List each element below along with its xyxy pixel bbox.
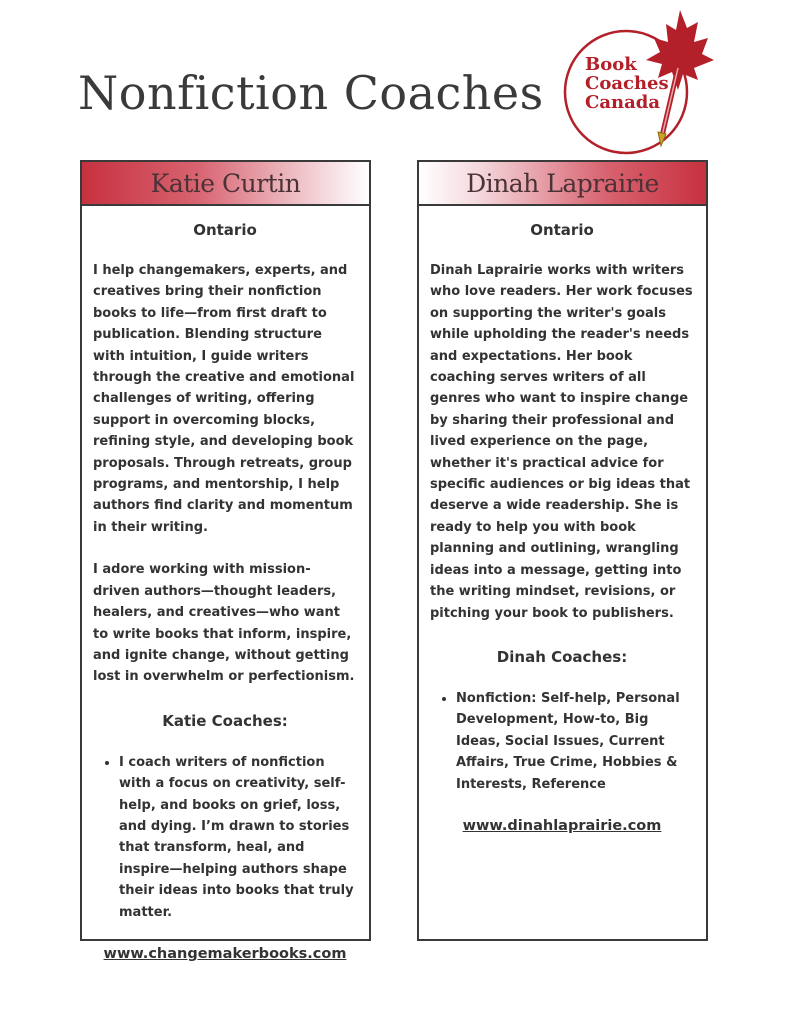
coach-card-dinah-laprairie <box>417 160 708 941</box>
logo-line-2: Coaches <box>585 73 669 94</box>
coach-card-katie-curtin <box>80 160 371 962</box>
coach-bio-paragraph: I adore working with mission-driven authors—thought leaders, healers, and creatives—who want to write books that inform, inspire, and ignite change, without getting lost in overwhelm or perfectionism. <box>93 562 355 685</box>
coach-name-header: Dinah Laprairie <box>419 162 706 206</box>
coach-bio-paragraph: Dinah Laprairie works with writers who love readers. Her work focuses on supporting the writer's goals while upholding the reader's needs and expectations. Her book coaching serves writers of all genres who want to inspire change by sharing their professional and lived experience on the page, whether it's practical advice for specific audiences or big ideas that deserve a wide readership. She is ready to help you with book planning and outlining, wrangling ideas into a message, getting into the writing mindset, revisions, or pitching your book to publishers. <box>430 263 693 621</box>
coaches-heading: Dinah Coaches: <box>496 647 628 666</box>
coaching-areas-list <box>430 688 694 795</box>
coaching-areas-list <box>93 752 357 923</box>
page-title: Nonfiction Coaches <box>78 66 544 120</box>
logo-line-1: Book <box>585 54 637 75</box>
coach-bio-paragraph: I help changemakers, experts, and creatives bring their nonfiction books to life—from first draft to publication. Blending structure with intuition, I guide writers through the creative and emotional challenges of writing, offering support in overcoming blocks, refining style, and developing book proposals. Through retreats, group programs, and mentorship, I help authors find clarity and momentum in their writing. <box>93 263 355 535</box>
coaches-heading: Katie Coaches: <box>162 711 288 730</box>
coach-website-link[interactable]: www.dinahlaprairie.com <box>462 817 662 834</box>
coach-name-header: Katie Curtin <box>82 162 369 206</box>
coaching-area-item: • I coach writers of nonfiction with a focus on creativity, self-help, and books on grief, loss, and dying. I’m drawn to stories that transform, heal, and inspire—helping authors shape their ideas into books that truly matter. <box>119 752 357 923</box>
logo-line-3: Canada <box>585 92 660 113</box>
coach-website-link[interactable]: www.changemakerbooks.com <box>103 945 347 962</box>
logo-text <box>585 55 669 112</box>
coach-region: Ontario <box>530 221 594 239</box>
book-coaches-canada-logo <box>558 8 722 156</box>
coach-region: Ontario <box>193 221 257 239</box>
coaching-area-item: • Nonfiction: Self-help, Personal Development, How-to, Big Ideas, Social Issues, Current Affairs, True Crime, Hobbies & Interests, Reference <box>456 688 694 795</box>
